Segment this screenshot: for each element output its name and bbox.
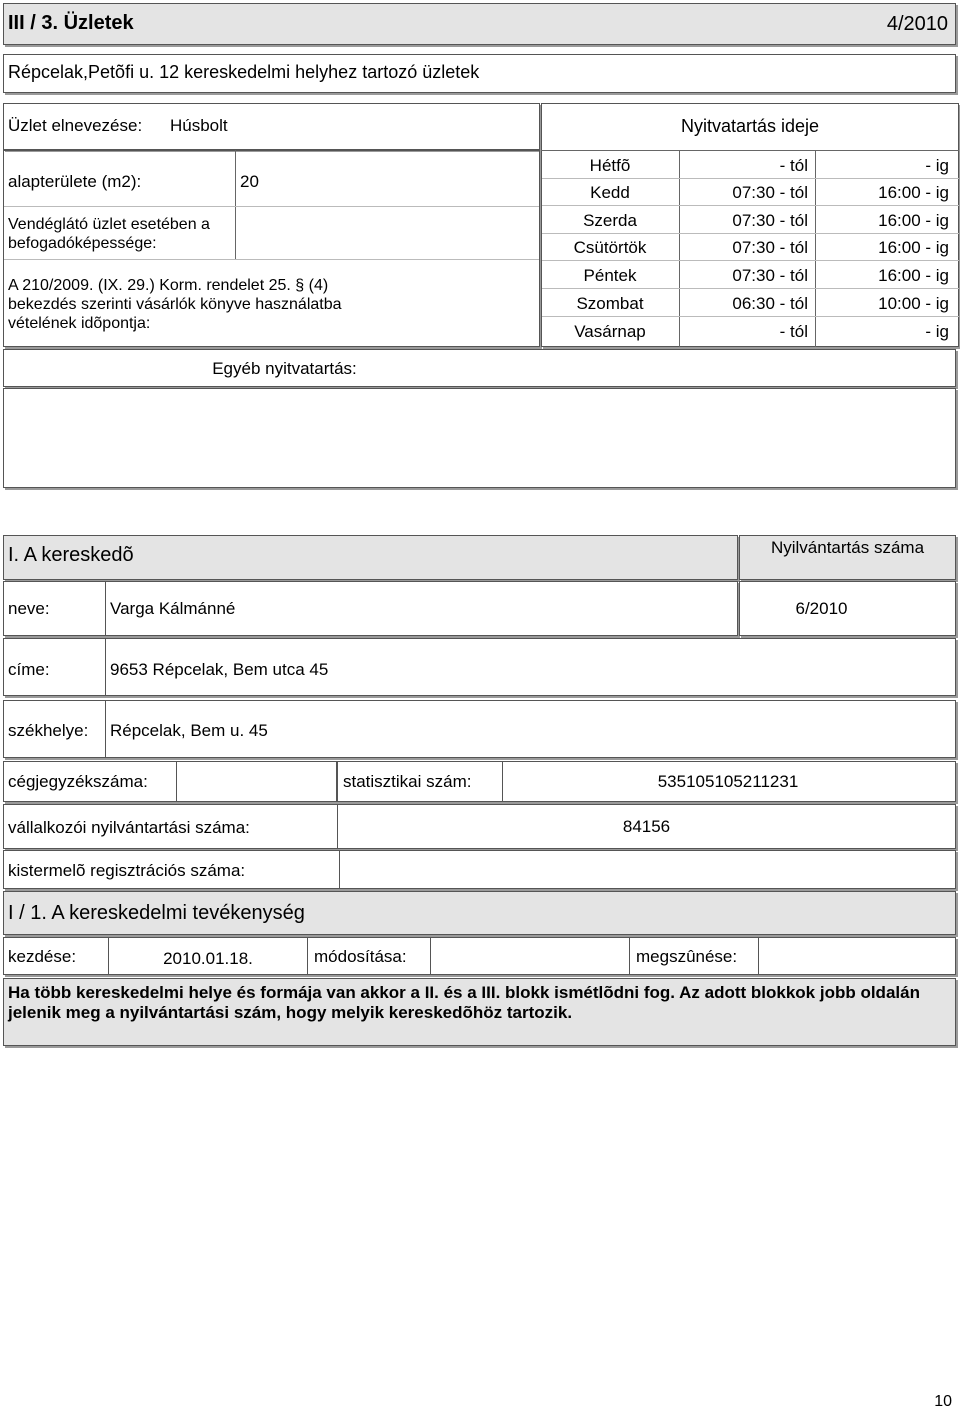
- from-time: 07:30 - tól: [732, 183, 808, 202]
- capacity-label: Vendéglátó üzlet esetében a befogadóképessége:: [8, 216, 210, 252]
- from-time: 07:30 - tól: [732, 266, 808, 285]
- to-time: 16:00 - ig: [878, 238, 949, 257]
- trader-name-label: neve:: [8, 599, 50, 618]
- day-label: Csütörtök: [573, 238, 647, 257]
- modified-label: módosítása:: [314, 947, 407, 966]
- location-text: Répcelak,Petõfi u. 12 kereskedelmi helyhez tartozó üzletek: [8, 62, 480, 82]
- from-time: - tól: [779, 322, 808, 341]
- stat-value: 535105105211231: [657, 772, 799, 791]
- from-time: 07:30 - tól: [732, 211, 808, 230]
- other-hours-label: Egyéb nyitvatartás:: [212, 359, 357, 378]
- seat-label: székhelye:: [8, 721, 89, 740]
- other-hours-field[interactable]: [3, 388, 956, 488]
- entrepreneur-label: vállalkozói nyilvántartási száma:: [8, 818, 250, 837]
- day-label: Kedd: [590, 183, 630, 202]
- shop-name-value: Húsbolt: [170, 116, 228, 135]
- day-label: Szerda: [583, 211, 637, 230]
- address-label: címe:: [8, 660, 50, 679]
- day-label: Hétfõ: [589, 156, 631, 175]
- day-label: Péntek: [583, 266, 637, 285]
- day-label: Vasárnap: [574, 322, 646, 341]
- day-label: Szombat: [576, 294, 644, 313]
- reg-number-value: 6/2010: [795, 599, 848, 618]
- activity-section-title: I / 1. A kereskedelmi tevékenység: [8, 902, 305, 924]
- to-time: - ig: [925, 322, 949, 341]
- modified-field: [430, 937, 630, 975]
- entrepreneur-value: 84156: [622, 817, 671, 836]
- from-time: 06:30 - tól: [732, 294, 808, 313]
- hours-title: Nyitvatartás ideje: [680, 116, 820, 136]
- page-title: III / 3. Üzletek: [8, 12, 134, 34]
- trader-section-title: I. A kereskedõ: [8, 544, 134, 566]
- seat-value: Répcelak, Bem u. 45: [110, 721, 268, 740]
- to-time: 16:00 - ig: [878, 266, 949, 285]
- start-value: 2010.01.18.: [163, 949, 253, 968]
- area-value: 20: [240, 172, 259, 191]
- stat-label: statisztikai szám:: [343, 772, 472, 791]
- to-time: 16:00 - ig: [878, 183, 949, 202]
- decree-label: A 210/2009. (IX. 29.) Korm. rendelet 25. § (4) bekezdés szerinti vásárlók könyve használatba vételének idõpontja:: [8, 277, 342, 332]
- header-bar: [3, 3, 956, 45]
- page-number: 10: [934, 1393, 952, 1410]
- to-time: 10:00 - ig: [878, 294, 949, 313]
- company-reg-label: cégjegyzékszáma:: [8, 772, 148, 791]
- shop-name-label: Üzlet elnevezése:: [8, 116, 143, 135]
- header-date: 4/2010: [886, 13, 948, 35]
- end-label: megszûnése:: [636, 947, 738, 966]
- farmer-field: [339, 850, 956, 889]
- reg-number-header-label: Nyilvántartás száma: [770, 538, 925, 557]
- farmer-label: kistermelõ regisztrációs száma:: [8, 861, 246, 880]
- from-time: - tól: [779, 156, 808, 175]
- from-time: 07:30 - tól: [732, 238, 808, 257]
- address-value: 9653 Répcelak, Bem utca 45: [110, 660, 329, 679]
- area-label: alapterülete (m2):: [8, 172, 142, 191]
- to-time: - ig: [925, 156, 949, 175]
- trader-name-value: Varga Kálmánné: [110, 599, 236, 618]
- end-field: [758, 937, 956, 975]
- to-time: 16:00 - ig: [878, 211, 949, 230]
- company-reg-field: [176, 761, 337, 802]
- note-text: Ha több kereskedelmi helye és formája van akkor a II. és a III. blokk ismétlõdni fog. Az adott blokkok jobb oldalán jelenik meg a nyilvántartási szám, hogy melyik kereskedõhöz tartozik.: [8, 983, 920, 1022]
- start-label: kezdése:: [8, 947, 77, 966]
